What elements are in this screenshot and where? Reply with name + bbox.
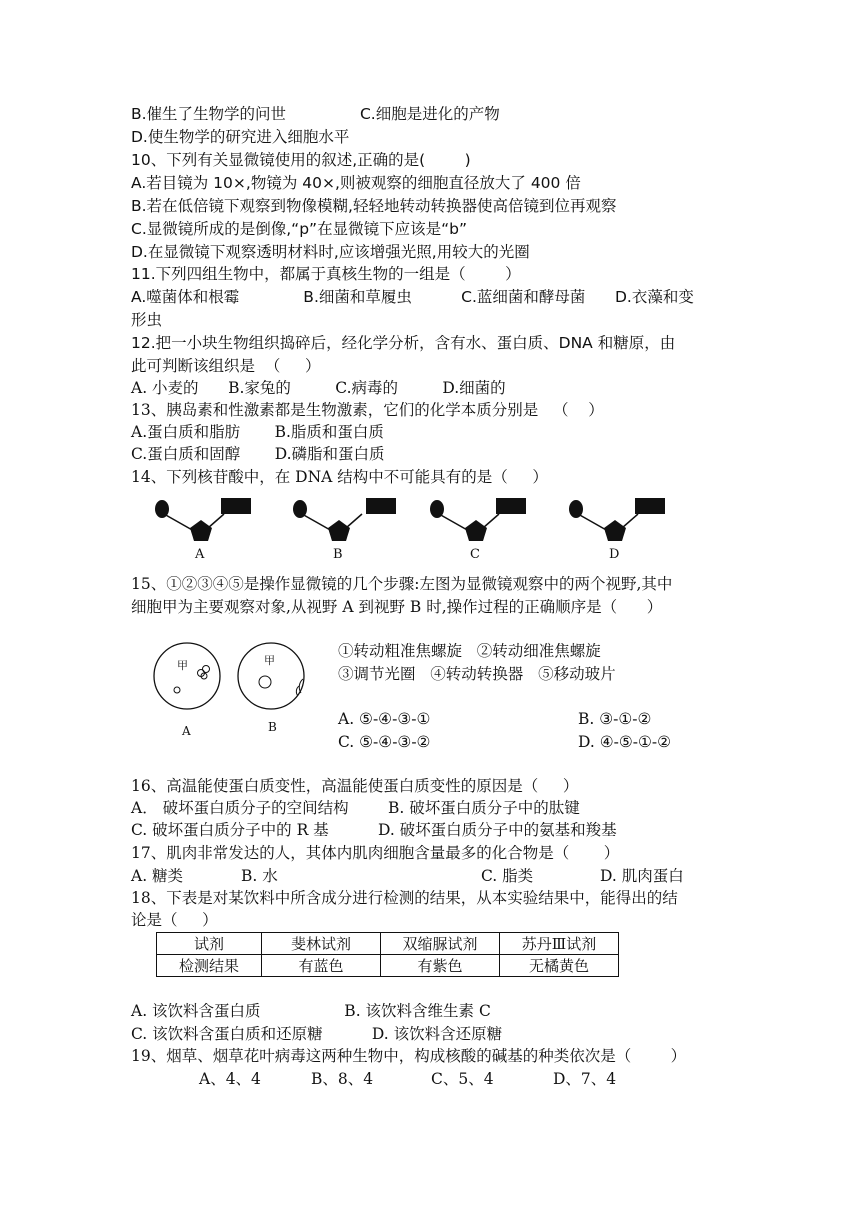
q17-option-c: C. 脂类 [481,867,534,885]
q19-option-d: D、7、4 [553,1070,617,1088]
q19-stem: 19、烟草、烟草花叶病毒这两种生物中，构成核酸的碱基的种类依次是（ ） [131,1047,687,1065]
q10-option-b: B.若在低倍镜下观察到物像模糊,轻轻地转动转换器使高倍镜到位再观察 [131,197,617,215]
q15-option-c: C. ⑤-④-③-② [338,733,431,751]
q14-nucleotide-figures [150,494,670,566]
q16-stem: 16、高温能使蛋白质变性，高温能使蛋白质变性的原因是（ ） [131,777,579,795]
q12-stem: 12.把一小块生物组织捣碎后，经化学分析，含有水、蛋白质、DNA 和糖原，由 [131,334,676,352]
q15-option-d: D. ④-⑤-①-② [578,733,672,751]
q15-microscope-fields [150,636,320,736]
q12-stem-cont: 此可判断该组织是 （ ） [131,357,321,375]
nucleotide-c [430,498,526,541]
nucleotide-a [155,498,251,541]
table-cell: 双缩脲试剂 [381,933,500,955]
q15-stem: 15、①②③④⑤是操作显微镜的几个步骤:左图为显微镜观察中的两个视野,其中 [131,575,673,593]
q15-option-a: A. ⑤-④-③-① [338,710,431,728]
field-a-label: A [182,724,191,738]
q11-options-cont: 形虫 [131,311,163,329]
table-cell: 有紫色 [381,955,500,977]
q18-options-ab: A. 该饮料含蛋白质 B. 该饮料含维生素 C [131,1002,491,1020]
nucleotide-d [569,498,665,541]
q17-option-a: A. 糖类 [131,867,184,885]
table-cell: 斐林试剂 [262,933,381,955]
q15-option-b: B. ③-①-② [578,710,652,728]
q14-label-c: C [470,547,480,562]
q14-label-a: A [195,547,205,562]
q9-option-d: D.使生物学的研究进入细胞水平 [131,128,350,146]
q18-options-cd: C. 该饮料含蛋白质和还原糖 D. 该饮料含还原糖 [131,1025,503,1043]
q17-option-b: B. 水 [241,867,278,885]
table-cell: 苏丹Ⅲ试剂 [500,933,619,955]
q14-label-d: D [609,547,620,562]
q19-option-b: B、8、4 [311,1070,374,1088]
q15-steps-line2: ③调节光圈 ④转动转换器 ⑤移动玻片 [338,665,616,683]
q11-options: A.噬菌体和根霉 B.细菌和草履虫 C.蓝细菌和酵母菌 D.衣藻和变 [131,288,694,306]
q11-stem: 11.下列四组生物中，都属于真核生物的一组是（ ） [131,265,521,283]
q18-stem: 18、下表是对某饮料中所含成分进行检测的结果，从本实验结果中，能得出的结 [131,889,678,907]
q18-result-table [156,932,619,977]
table-cell: 试剂 [157,933,262,955]
q15-steps-line1: ①转动粗准焦螺旋 ②转动细准焦螺旋 [338,642,601,660]
q10-option-d: D.在显微镜下观察透明材料时,应该增强光照,用较大的光圈 [131,243,530,261]
field-a-cell-label: 甲 [177,659,188,672]
q10-stem: 10、下列有关显微镜使用的叙述,正确的是( ) [131,151,471,169]
table-cell: 有蓝色 [262,955,381,977]
q10-option-a: A.若目镜为 10×,物镜为 40×,则被观察的细胞直径放大了 400 倍 [131,174,581,192]
table-row [157,955,619,977]
q13-options-ab: A.蛋白质和脂肪 B.脂质和蛋白质 [131,423,384,441]
q19-option-c: C、5、4 [431,1070,494,1088]
q14-stem: 14、下列核苷酸中，在 DNA 结构中不可能具有的是（ ） [131,468,548,486]
q16-options-ab: A． 破坏蛋白质分子的空间结构 B. 破坏蛋白质分子中的肽键 [131,799,580,817]
q15-stem-cont: 细胞甲为主要观察对象,从视野 A 到视野 B 时,操作过程的正确顺序是（ ） [131,598,663,616]
q19-option-a: A、4、4 [199,1070,261,1088]
q18-stem-cont: 论是（ ） [131,911,218,929]
q17-stem: 17、肌肉非常发达的人，其体内肌肉细胞含量最多的化合物是（ ） [131,844,620,862]
table-row [157,933,619,955]
q13-stem: 13、胰岛素和性激素都是生物激素，它们的化学本质分别是 （ ） [131,401,604,419]
q10-option-c: C.显微镜所成的是倒像,“p”在显微镜下应该是“b” [131,220,467,238]
q9-options-bc: B.催生了生物学的问世 C.细胞是进化的产物 [131,105,500,123]
q14-label-b: B [333,547,343,562]
table-cell: 检测结果 [157,955,262,977]
field-a [154,643,220,709]
q12-options: A. 小麦的 B.家兔的 C.病毒的 D.细菌的 [131,379,506,397]
q16-options-cd: C. 破坏蛋白质分子中的 R 基 D. 破坏蛋白质分子中的氨基和羧基 [131,821,617,839]
nucleotide-b [293,498,396,541]
field-b-cell-label: 甲 [264,654,275,667]
table-cell: 无橘黄色 [500,955,619,977]
field-b-label: B [268,720,277,734]
q17-option-d: D. 肌肉蛋白 [600,867,684,885]
q13-options-cd: C.蛋白质和固醇 D.磷脂和蛋白质 [131,445,385,463]
